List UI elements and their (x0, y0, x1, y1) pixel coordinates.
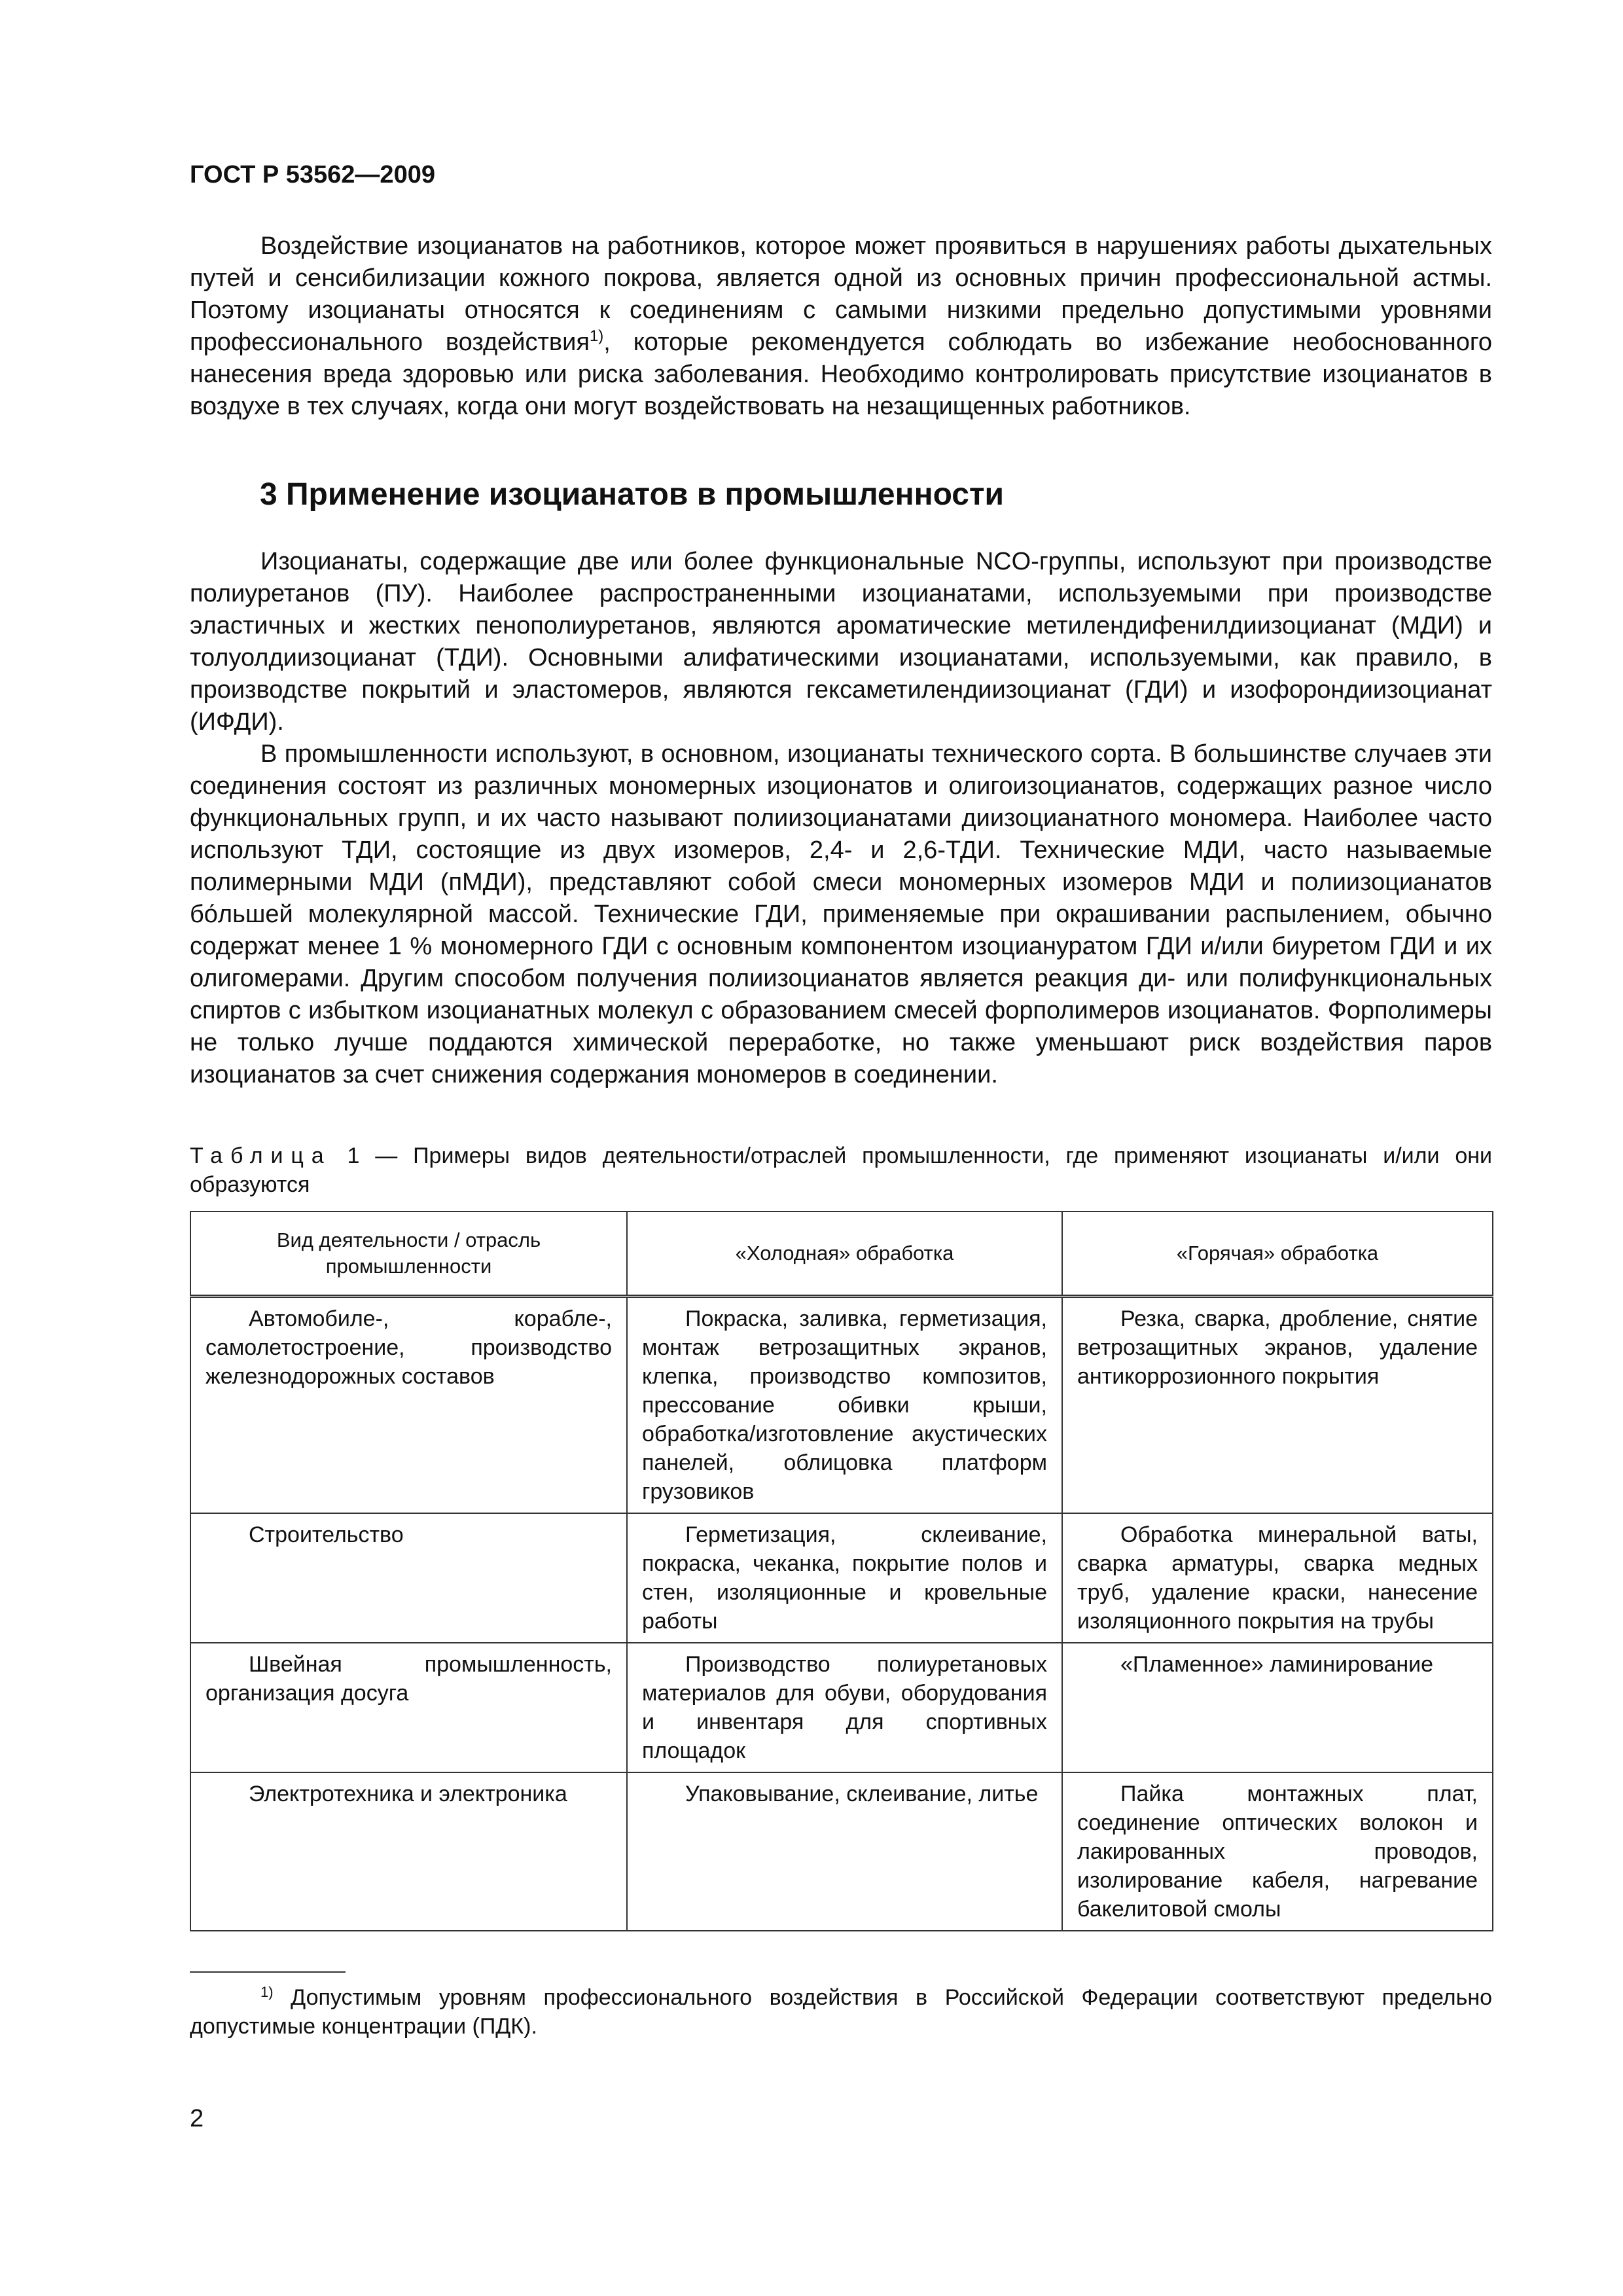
table-row (190, 1297, 1493, 1514)
cell-hot: Пайка монтажных плат, соединение оптических волокон и лакированных проводов, изолирование кабеля, нагревание бакелитовой смолы (1062, 1772, 1493, 1931)
cell-hot: Резка, сварка, дробление, снятие ветрозащитных экранов, удаление антикоррозионного покрытия (1062, 1297, 1493, 1514)
table-caption-text: — Примеры видов деятельности/отраслей промышленности, где применяют изоцианаты и/или они образуются (190, 1143, 1492, 1197)
table-caption-number: 1 (347, 1143, 360, 1168)
cell-hot: «Пламенное» ламинирование (1062, 1643, 1493, 1772)
cell-cold: Упаковывание, склеивание, литье (627, 1772, 1062, 1931)
section-paragraph-1: Изоцианаты, содержащие две или более функциональные NCO-группы, используют при производстве полиуретанов (ПУ). Наиболее распространенными изоцианатами, используемыми при производстве эластичных и жестких пенополиуретанов, являются ароматические метилендифенилдиизоцианат (МДИ) и толуолдиизоцианат (ТДИ). Основными алифатическими изоцианатами, используемыми, как правило, в производстве покрытий и эластомеров, являются гексаметилендиизоцианат (ГДИ) и изофорондиизоцианат (ИФДИ). (190, 548, 1492, 736)
cell-activity: Швейная промышленность, организация досуга (190, 1643, 627, 1772)
table-row (190, 1772, 1493, 1931)
cell-cold: Покраска, заливка, герметизация, монтаж ветрозащитных экранов, клепка, производство композитов, прессование обивки крыши, обработка/изготовление акустических панелей, облицовка платформ грузовиков (627, 1297, 1062, 1514)
intro-text-before: Воздействие изоцианатов на работников, которое может проявиться в нарушениях работы дыхательных путей и сенсибилизации кожного покрова, является одной из основных причин профессиональной астмы. Поэтому изоцианаты относятся к соединениям с самыми низкими предельно допустимыми уровнями профессионального воздействия (190, 232, 1492, 356)
cell-cold: Производство полиуретановых материалов для обуви, оборудования и инвентаря для спортивных площадок (627, 1643, 1062, 1772)
footnote (190, 1983, 1492, 2041)
intro-paragraph (190, 230, 1492, 423)
cell-activity: Электротехника и электроника (190, 1772, 627, 1931)
industries-table (190, 1211, 1493, 1931)
table-caption-label: Таблица (190, 1143, 332, 1168)
cell-activity: Строительство (190, 1513, 627, 1643)
section-paragraph-2: В промышленности используют, в основном, изоцианаты технического сорта. В большинстве случаев эти соединения состоят из различных мономерных изоционатов и олигоизоцианатов, содержащих разное число функциональных групп, и их часто называют полиизоцианатами диизоцианатного мономера. Наиболее часто используют ТДИ, состоящие из двух изомеров, 2,4- и 2,6-ТДИ. Технические МДИ, часто называемые полимерными МДИ (пМДИ), представляют собой смеси мономерных изомеров МДИ и полиизоцианатов бо́льшей молекулярной массой. Технические ГДИ, применяемые при окрашивании распылением, обычно содержат менее 1 % мономерного ГДИ с основным компонентом изоциануратом ГДИ и/или биуретом ГДИ и их олигомерами. Другим способом получения полиизоцианатов является реакция ди- или полифункциональных спиртов с избытком изоцианатных молекул с образованием смесей форполимеров изоцианатов. Форполимеры не только лучше поддаются химической переработке, но также уменьшают риск воздействия паров изоцианатов за счет снижения содержания мономеров в соединении. (190, 740, 1492, 1088)
footnote-ref[interactable]: 1) (589, 327, 604, 345)
header-hot-processing: «Горячая» обработка (1062, 1211, 1493, 1297)
table-row (190, 1643, 1493, 1772)
header-activity: Вид деятельности / отрасль промышленности (190, 1211, 627, 1297)
table-header-row (190, 1211, 1493, 1297)
document-code: ГОСТ Р 53562—2009 (190, 161, 435, 188)
footnote-marker: 1) (260, 1984, 274, 2000)
cell-cold: Герметизация, склеивание, покраска, чеканка, покрытие полов и стен, изоляционные и кровельные работы (627, 1513, 1062, 1643)
footnote-text: Допустимым уровням профессионального воздействия в Российской Федерации соответствуют предельно допустимые концентрации (ПДК). (190, 1985, 1493, 2039)
header-cold-processing: «Холодная» обработка (627, 1211, 1062, 1297)
table-row (190, 1513, 1493, 1643)
cell-activity: Автомобиле-, корабле-, самолетостроение, производство железнодорожных составов (190, 1297, 627, 1514)
table-caption (190, 1141, 1492, 1199)
footnote-divider (190, 1971, 346, 1973)
cell-hot: Обработка минеральной ваты, сварка арматуры, сварка медных труб, удаление краски, нанесение изоляционного покрытия на трубы (1062, 1513, 1493, 1643)
section-title: 3 Применение изоцианатов в промышленности (260, 477, 1004, 512)
page-number: 2 (190, 2105, 204, 2132)
intro-text-after: , которые рекомендуется соблюдать во избежание необоснованного нанесения вреда здоровью или риска заболевания. Необходимо контролировать присутствие изоцианатов в воздухе в тех случаях, когда они могут воздействовать на незащищенных работников. (190, 329, 1493, 420)
